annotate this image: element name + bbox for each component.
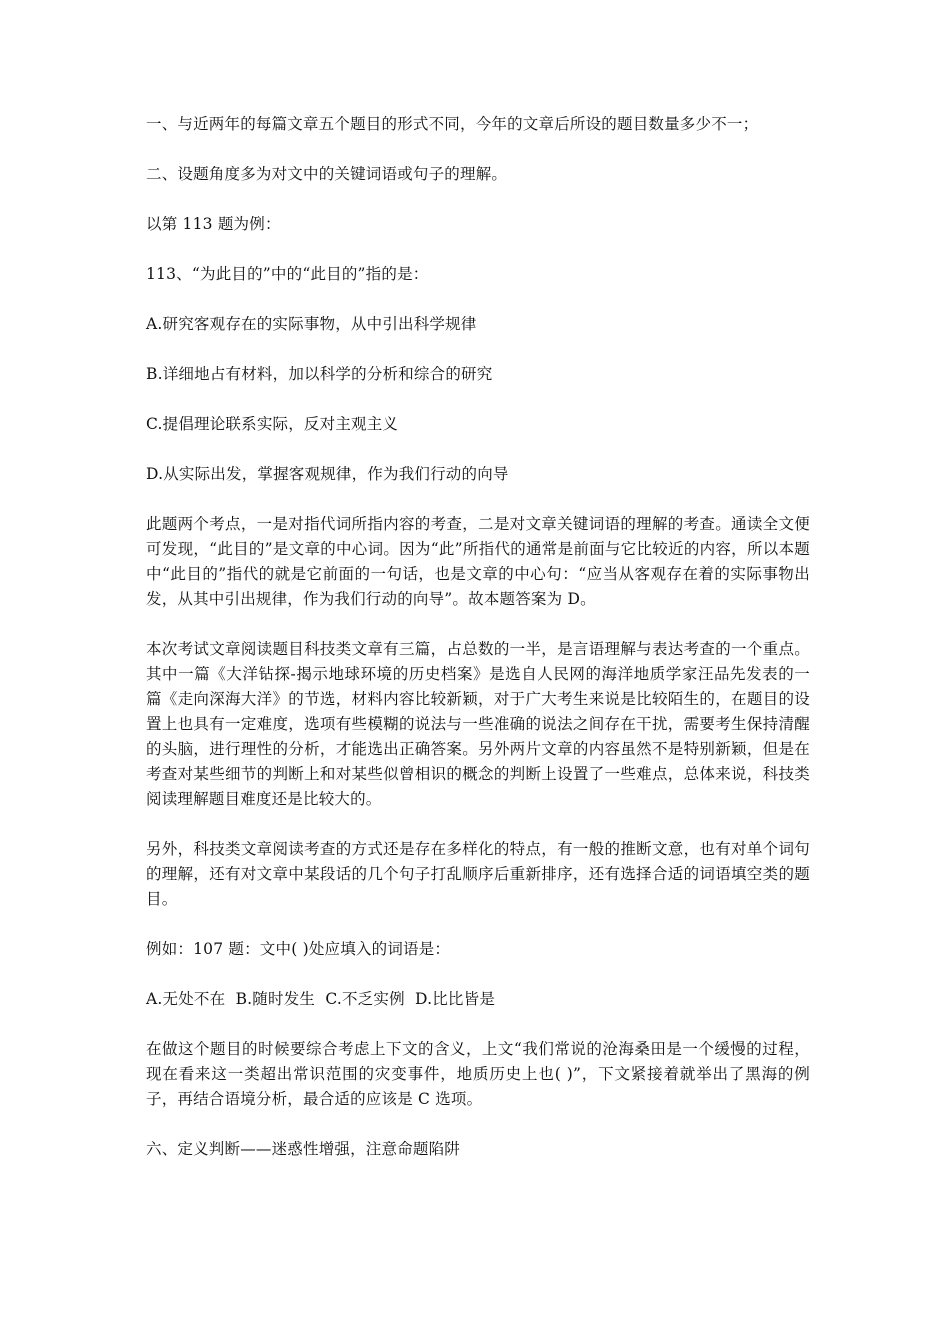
section-six-heading: 六、定义判断——迷惑性增强，注意命题陷阱 xyxy=(146,1140,461,1158)
option-b: B.详细地占有材料，加以科学的分析和综合的研究 xyxy=(146,365,493,383)
question-107-analysis: 在做这个题目的时候要综合考虑上下文的含义，上文“我们常说的沧海桑田是一个缓慢的过程，现在看来这一类超出常识范围的灾变事件，地质历史上也( )”，下文紧接着就举出了黑海的例子，再结合语境分析，最合适的应该是 C 选项。 xyxy=(146,1040,810,1108)
point-one-paragraph: 一、与近两年的每篇文章五个题目的形式不同，今年的文章后所设的题目数量多少不一； xyxy=(146,115,759,133)
question-107-stem: 例如：107 题：文中( )处应填入的词语是： xyxy=(146,940,451,958)
document-page xyxy=(146,112,810,1187)
option-a: A.研究客观存在的实际事物，从中引出科学规律 xyxy=(146,315,477,333)
question-107-options: A.无处不在 B.随时发生 C.不乏实例 D.比比皆是 xyxy=(146,990,496,1008)
science-articles-paragraph: 本次考试文章阅读题目科技类文章有三篇，占总数的一半，是言语理解与表达考查的一个重点。其中一篇《大洋钻探-揭示地球环境的历史档案》是选自人民网的海洋地质学家汪品先发表的一篇《走向深海大洋》的节选，材料内容比较新颖，对于广大考生来说是比较陌生的，在题目的设置上也具有一定难度，选项有些模糊的说法与一些准确的说法之间存在干扰，需要考生保持清醒的头脑，进行理性的分析，才能选出正确答案。另外两片文章的内容虽然不是特别新颖，但是在考查对某些细节的判断上和对某些似曾相识的概念的判断上设置了一些难点，总体来说，科技类阅读理解题目难度还是比较大的。 xyxy=(146,640,810,808)
question-113-stem: 113、“为此目的”中的“此目的”指的是： xyxy=(146,265,429,283)
question-types-paragraph: 另外，科技类文章阅读考查的方式还是存在多样化的特点，有一般的推断文意，也有对单个词句的理解，还有对文章中某段话的几个句子打乱顺序后重新排序，还有选择合适的词语填空类的题目。 xyxy=(146,840,810,908)
option-c: C.提倡理论联系实际，反对主观主义 xyxy=(146,415,399,433)
option-d: D.从实际出发，掌握客观规律，作为我们行动的向导 xyxy=(146,465,509,483)
analysis-paragraph: 此题两个考点，一是对指代词所指内容的考查，二是对文章关键词语的理解的考查。通读全文便可发现，“此目的”是文章的中心词。因为“此”所指代的通常是前面与它比较近的内容，所以本题中“此目的”指代的就是它前面的一句话，也是文章的中心句：“应当从客观存在着的实际事物出发，从其中引出规律，作为我们行动的向导”。故本题答案为 D。 xyxy=(146,515,810,608)
example-intro-paragraph: 以第 113 题为例： xyxy=(146,215,281,233)
point-two-paragraph: 二、设题角度多为对文中的关键词语或句子的理解。 xyxy=(146,165,508,183)
